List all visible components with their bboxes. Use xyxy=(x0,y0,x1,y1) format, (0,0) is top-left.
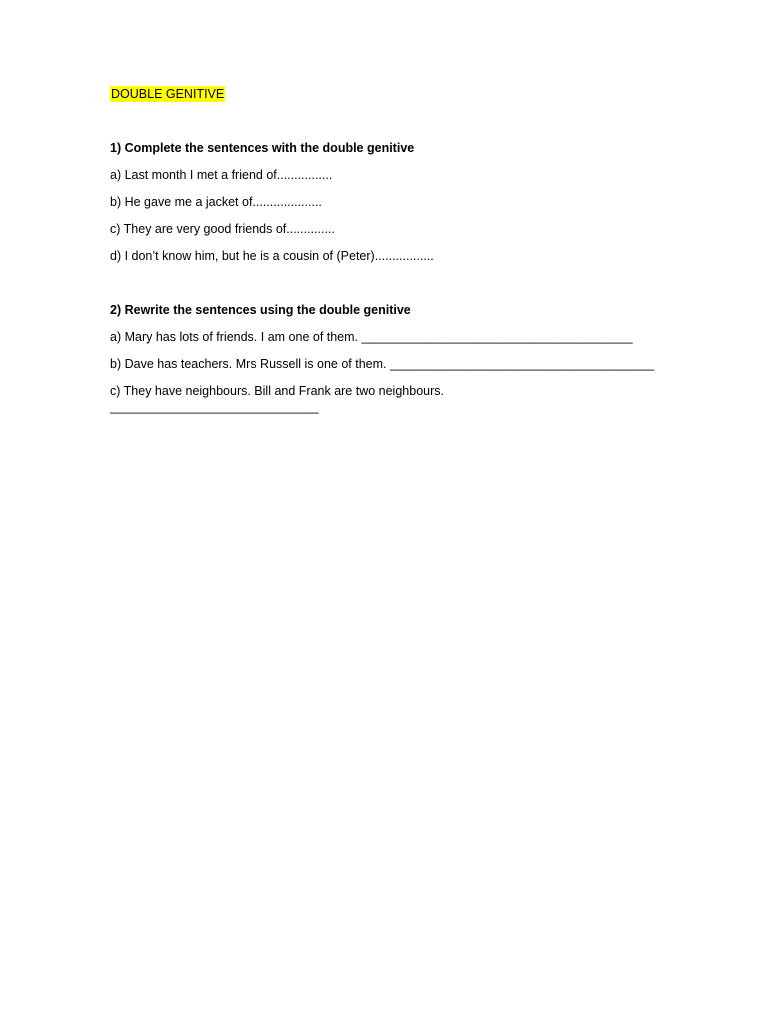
section-heading: 2) Rewrite the sentences using the double genitive xyxy=(110,303,411,317)
exercise-item: c) They have neighbours. Bill and Frank are two neighbours. xyxy=(110,384,444,398)
section-complete-sentences xyxy=(110,140,710,264)
answer-line: ______________________________ xyxy=(110,400,319,414)
worksheet-page xyxy=(110,86,710,415)
section-heading: 1) Complete the sentences with the double genitive xyxy=(110,141,415,155)
worksheet-title-row xyxy=(110,86,710,102)
exercise-item: d) I don’t know him, but he is a cousin of (Peter)................. xyxy=(110,249,434,263)
exercise-item: b) Dave has teachers. Mrs Russell is one of them. ______________________________________ xyxy=(110,357,655,371)
exercise-item: a) Last month I met a friend of................ xyxy=(110,168,333,182)
exercise-item: c) They are very good friends of.............. xyxy=(110,222,335,236)
exercise-item: b) He gave me a jacket of.................... xyxy=(110,195,322,209)
section-rewrite-sentences xyxy=(110,302,710,415)
worksheet-title: DOUBLE GENITIVE xyxy=(111,87,225,101)
exercise-item: a) Mary has lots of friends. I am one of them. _______________________________________ xyxy=(110,330,633,344)
